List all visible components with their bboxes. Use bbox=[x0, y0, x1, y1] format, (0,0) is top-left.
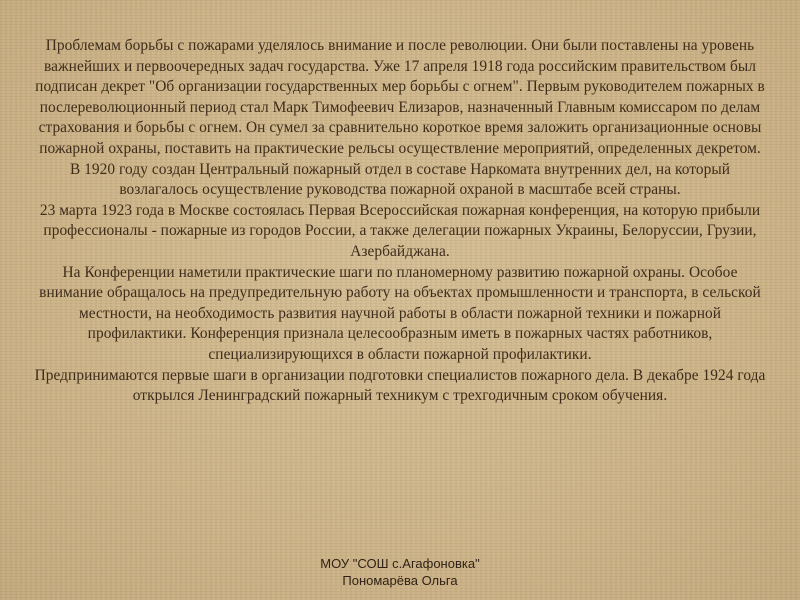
footer-school: МОУ "СОШ с.Агафоновка" bbox=[320, 556, 480, 571]
paragraph-5: Предпринимаются первые шаги в организации подготовки специалистов пожарного дела. В декабре 1924 года открылся Ленинградский пожарный техникум с трехгодичным сроком обучения. bbox=[34, 366, 766, 405]
paragraph-3: 23 марта 1923 года в Москве состоялась Первая Всероссийская пожарная конференция, на которую прибыли профессионалы - пожарные из городов России, а также делегации пожарных Украины, Белоруссии, Грузии, Азербайджана. bbox=[39, 201, 761, 260]
slide-body-text bbox=[30, 36, 770, 407]
paragraph-4: На Конференции наметили практические шаги по планомерному развитию пожарной охраны. Особое внимание обращалось на предупредительную работу на объектах промышленности и транспорта, в сельской местности, на необходимость развития научной работы в области пожарной техники и пожарной профилактики. Конференция признала целесообразным иметь в пожарных частях работников, специализирующихся в области пожарной профилактики. bbox=[39, 263, 761, 363]
footer-author: Пономарёва Ольга bbox=[342, 573, 458, 588]
paragraph-1: Проблемам борьбы с пожарами уделялось внимание и после революции. Они были поставлены на уровень важнейших и первоочередных задач государства. Уже 17 апреля 1918 года российским правительством был подписан декрет "Об организации государственных мер борьбы с огнем". Первым руководителем пожарных в послереволюционный период стал Марк Тимофеевич Елизаров, назначенный Главным комиссаром по делам страхования и борьбы с огнем. Он сумел за сравнительно короткое время заложить организационные основы пожарной охраны, поставить на практические рельсы осуществление мероприятий, определенных декретом. bbox=[35, 37, 765, 157]
paragraph-2: В 1920 году создан Центральный пожарный отдел в составе Наркомата внутренних дел, на который возлагалось осуществление руководства пожарной охраной в масштабе всей страны. bbox=[69, 160, 731, 199]
slide-footer bbox=[0, 555, 800, 589]
